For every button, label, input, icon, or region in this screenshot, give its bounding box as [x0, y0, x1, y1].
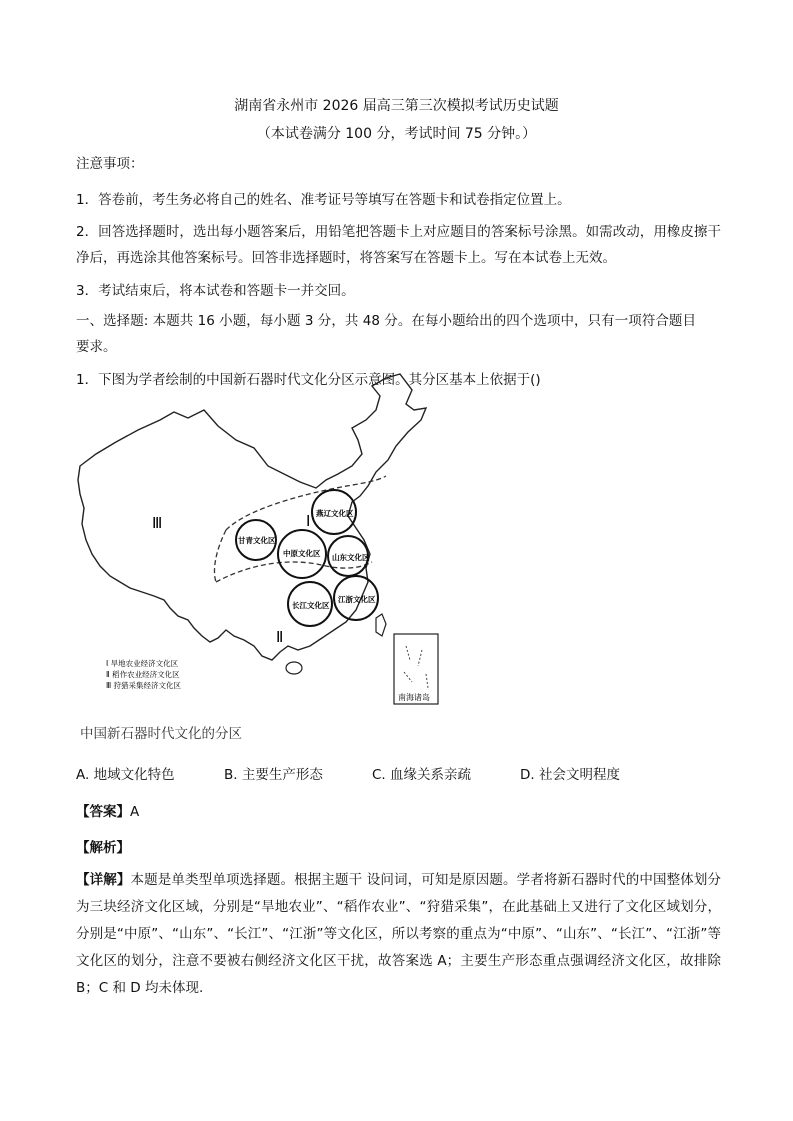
- label-jiangzhe: 江浙文化区: [338, 595, 376, 604]
- detail-text: 本题是单类型单项选择题。根据主题干 设问词，可知是原因题。学者将新石器时代的中国整体划分为三块经济文化区域，分别是“旱地农业”、“稻作农业”、“狩猎采集”，在此基础上又进行了文化区域划分，分别是“中原”、“山东”、“长江”、“江浙”等文化区，所以考察的重点为“中原”、“山东”、“长江”、“江浙”等文化区的划分，注意不要被右侧经济文化区干扰，故答案选 A；主要生产形态重点强调经济文化区，故排除 B；C 和 D 均未体现.: [76, 872, 721, 996]
- inset-label: 南海诸岛: [398, 693, 430, 702]
- notice-item-1: 1．答卷前，考生务必将自己的姓名、准考证号等填写在答题卡和试卷指定位置上。: [76, 192, 571, 208]
- inset-dashes: [404, 646, 428, 688]
- answer-value: A: [130, 804, 140, 820]
- legend-item-1: Ⅰ 旱地农业经济文化区: [106, 659, 179, 668]
- label-yangtze: 长江文化区: [292, 601, 330, 610]
- exam-title: 湖南省永州市 2026 届高三第三次模拟考试历史试题: [234, 98, 559, 114]
- answer-line: [76, 802, 139, 822]
- option-d[interactable]: D. 社会文明程度: [520, 767, 620, 783]
- zone-boundary-west: [214, 530, 226, 582]
- exam-subtitle: （本试卷满分 100 分，考试时间 75 分钟。）: [256, 126, 537, 142]
- legend-item-3: Ⅲ 狩猎采集经济文化区: [106, 681, 182, 690]
- culture-map-figure: [76, 370, 448, 710]
- option-c[interactable]: C. 血缘关系亲疏: [372, 767, 472, 783]
- zone-label-3: Ⅲ: [152, 514, 163, 532]
- hainan-island: [286, 662, 302, 674]
- legend-item-2: Ⅱ 稻作农业经济文化区: [106, 670, 180, 679]
- map-caption: 中国新石器时代文化的分区: [80, 726, 242, 742]
- zone-label-1: Ⅰ: [306, 512, 311, 530]
- taiwan-island: [376, 614, 386, 636]
- notice-item-2: 2．回答选择题时，选出每小题答案后，用铅笔把答题卡上对应题目的答案标号涂黑。如需改动，用橡皮擦干净后，再选涂其他答案标号。回答非选择题时，将答案写在答题卡上。写在本试卷上无效。: [76, 224, 721, 266]
- label-yanliao: 燕辽文化区: [316, 509, 354, 518]
- question-stem: 1．下图为学者绘制的中国新石器时代文化分区示意图。其分区基本上依据于(): [76, 372, 541, 388]
- zone-label-2: Ⅱ: [276, 628, 284, 646]
- label-shandong: 山东文化区: [332, 553, 370, 562]
- zone-boundary-south: [216, 562, 372, 582]
- china-outline-map: [76, 370, 448, 710]
- notice-item-3: 3．考试结束后，将本试卷和答题卡一并交回。: [76, 283, 355, 299]
- detail-paragraph: [76, 867, 721, 1002]
- china-border: [78, 374, 426, 660]
- label-gansu-qinghai: 甘青文化区: [238, 536, 276, 545]
- option-b[interactable]: B. 主要生产形态: [224, 767, 323, 783]
- answer-tag: 【答案】: [76, 804, 130, 820]
- detail-tag: 【详解】: [76, 872, 131, 888]
- analysis-tag: 【解析】: [76, 840, 130, 856]
- label-central-plains: 中原文化区: [283, 549, 321, 558]
- notice-heading: 注意事项：: [76, 156, 144, 172]
- option-a[interactable]: A. 地域文化特色: [76, 767, 175, 783]
- section-heading: 一、选择题: 本题共 16 小题，每小题 3 分，共 48 分。在每小题给出的四个选项中，只有一项符合题目要求。: [76, 313, 696, 355]
